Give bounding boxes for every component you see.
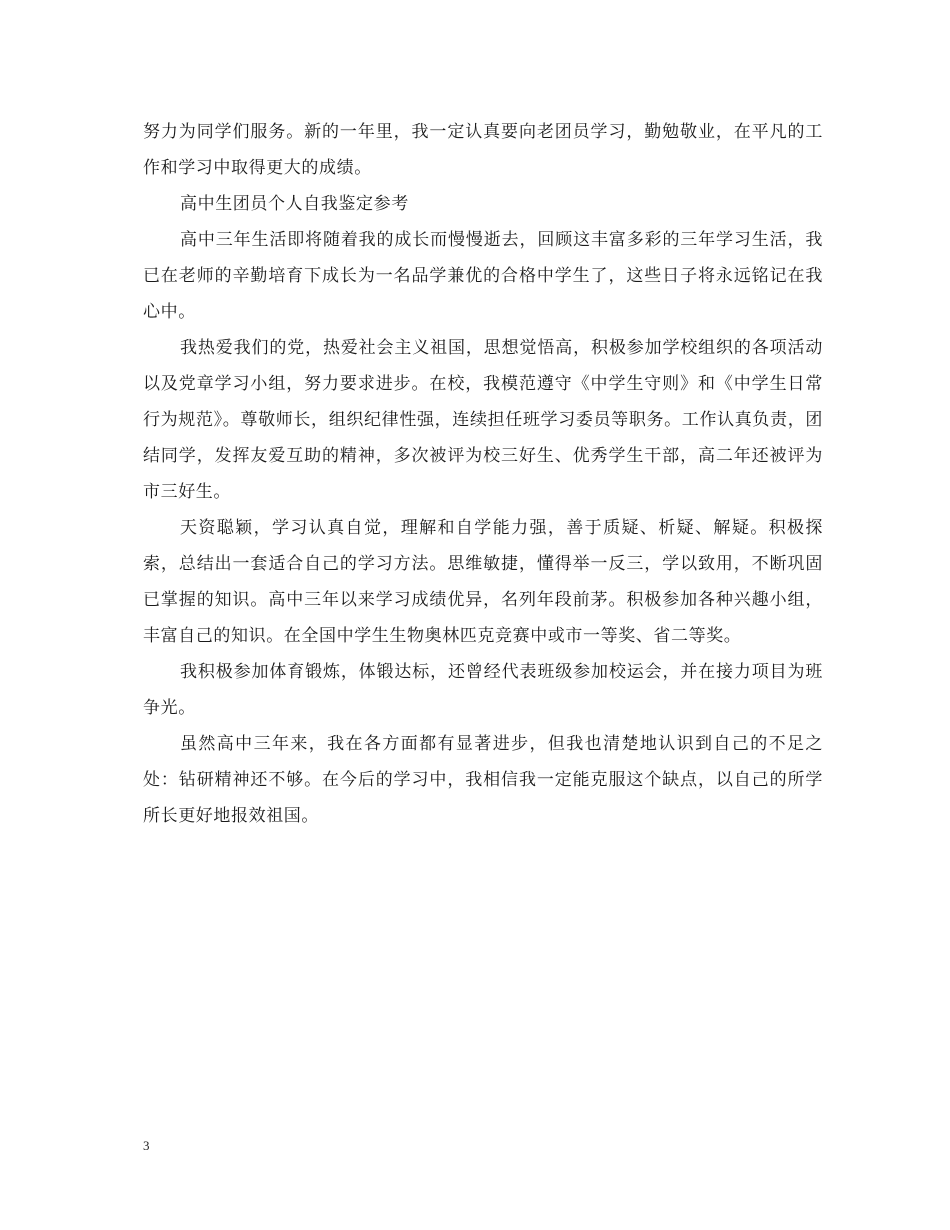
paragraph-political: 我热爱我们的党，热爱社会主义祖国，思想觉悟高，积极参加学校组织的各项活动以及党章学习小组，努力要求进步。在校，我模范遵守《中学生守则》和《中学生日常行为规范》。尊敬师长，组织纪律性强，连续担任班学习委员等职务。工作认真负责，团结同学，发挥友爱互助的精神，多次被评为校三好生、优秀学生干部，高二年还被评为市三好生。 [143, 338, 823, 502]
document-body [143, 114, 823, 834]
section-heading: 高中生团员个人自我鉴定参考 [180, 194, 409, 214]
page-number: 3 [143, 1138, 150, 1153]
paragraph-sports: 我积极参加体育锻炼，体锻达标，还曾经代表班级参加校运会，并在接力项目为班争光。 [143, 662, 823, 718]
paragraph-conclusion: 虽然高中三年来，我在各方面都有显著进步，但我也清楚地认识到自己的不足之处：钻研精神还不够。在今后的学习中，我相信我一定能克服这个缺点，以自己的所学所长更好地报效祖国。 [143, 734, 823, 826]
paragraph-study: 天资聪颖，学习认真自觉，理解和自学能力强，善于质疑、析疑、解疑。积极探索，总结出一套适合自己的学习方法。思维敏捷，懂得举一反三，学以致用，不断巩固已掌握的知识。高中三年以来学习成绩优异，名列年段前茅。积极参加各种兴趣小组，丰富自己的知识。在全国中学生生物奥林匹克竞赛中或市一等奖、省二等奖。 [143, 518, 823, 646]
paragraph-continuation: 努力为同学们服务。新的一年里，我一定认真要向老团员学习，勤勉敬业，在平凡的工作和学习中取得更大的成绩。 [143, 122, 823, 178]
paragraph-intro: 高中三年生活即将随着我的成长而慢慢逝去，回顾这丰富多彩的三年学习生活，我已在老师的辛勤培育下成长为一名品学兼优的合格中学生了，这些日子将永远铭记在我心中。 [143, 230, 823, 322]
